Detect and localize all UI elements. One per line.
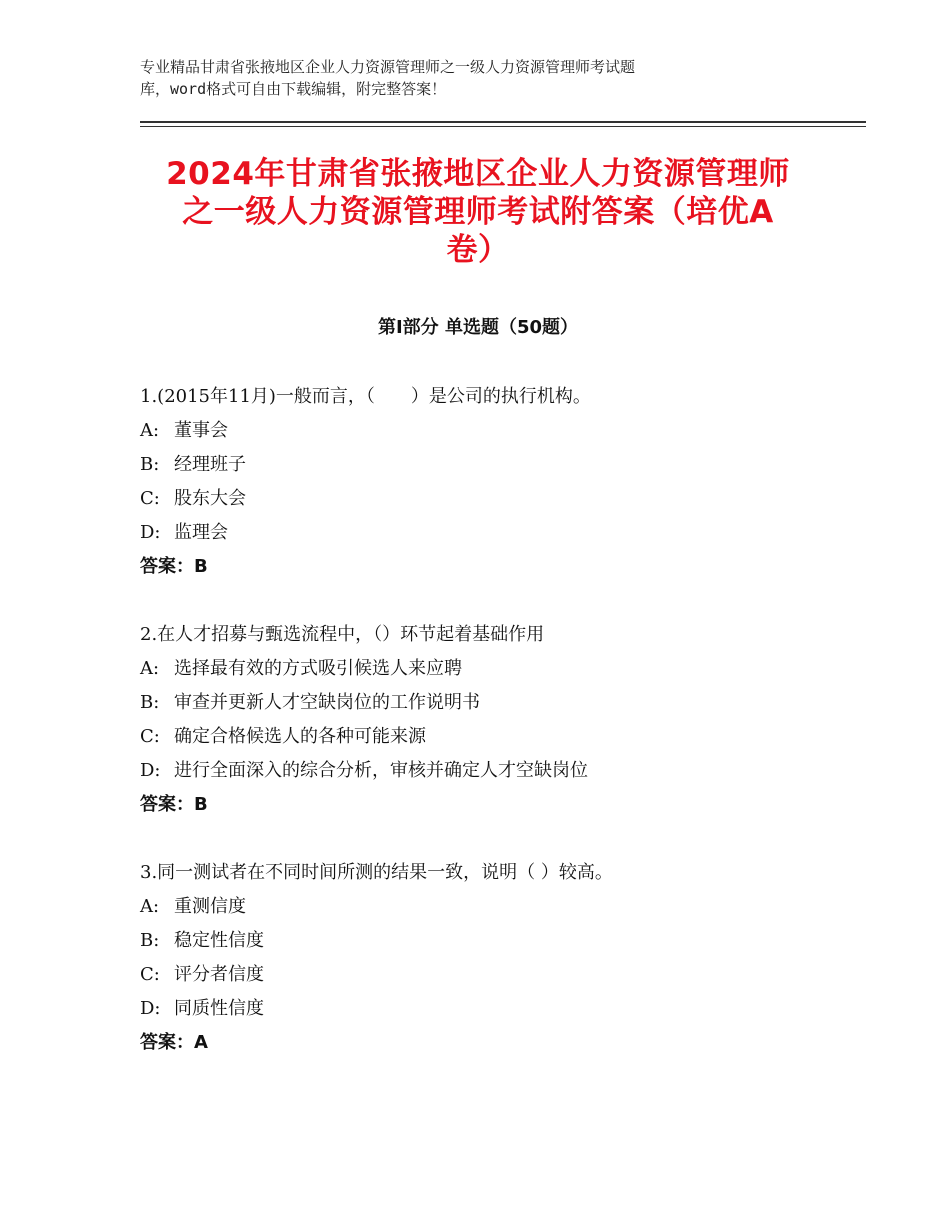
- question-stem: 2.在人才招募与甄选流程中，（）环节起着基础作用: [140, 624, 545, 645]
- header-divider-thin: [140, 126, 866, 127]
- option-text: 同质性信度: [174, 998, 264, 1019]
- option-text: 评分者信度: [174, 964, 264, 985]
- option-text: 董事会: [174, 420, 228, 441]
- option-text: 进行全面深入的综合分析，审核并确定人才空缺岗位: [174, 760, 588, 781]
- option-d: [140, 516, 840, 550]
- question-1: [140, 380, 840, 584]
- option-key: D:: [140, 760, 161, 781]
- document-title-line-2: 之一级人力资源管理师考试附答案（培优A: [182, 194, 774, 230]
- header-note-line-1: 专业精品甘肃省张掖地区企业人力资源管理师之一级人力资源管理师考试题: [140, 58, 636, 76]
- option-b: [140, 686, 840, 720]
- option-text: 股东大会: [174, 488, 246, 509]
- answer-line: 答案：B: [140, 556, 208, 577]
- option-d: [140, 754, 840, 788]
- header-note: [140, 56, 780, 100]
- option-c: [140, 958, 840, 992]
- option-key: C:: [140, 488, 160, 509]
- document-title: [140, 155, 816, 269]
- option-a: [140, 890, 840, 924]
- option-key: A:: [140, 658, 160, 679]
- option-key: A:: [140, 420, 160, 441]
- option-key: B:: [140, 454, 160, 475]
- option-key: C:: [140, 964, 160, 985]
- option-key: A:: [140, 896, 160, 917]
- question-2: [140, 618, 840, 822]
- option-c: [140, 720, 840, 754]
- option-b: [140, 448, 840, 482]
- option-text: 稳定性信度: [174, 930, 264, 951]
- answer-line: 答案：B: [140, 794, 208, 815]
- section-title: 第Ⅰ部分 单选题（50题）: [377, 317, 578, 338]
- question-stem: 1.(2015年11月)一般而言，（ ）是公司的执行机构。: [140, 386, 591, 407]
- document-title-line-3: 卷）: [446, 232, 510, 268]
- option-d: [140, 992, 840, 1026]
- question-stem: 3.同一测试者在不同时间所测的结果一致，说明（ ）较高。: [140, 862, 613, 883]
- option-key: D:: [140, 522, 161, 543]
- option-text: 确定合格候选人的各种可能来源: [174, 726, 426, 747]
- document-title-line-1: 2024年甘肃省张掖地区企业人力资源管理师: [166, 156, 790, 192]
- header-divider-thick: [140, 121, 866, 123]
- option-key: B:: [140, 930, 160, 951]
- option-text: 监理会: [174, 522, 228, 543]
- option-c: [140, 482, 840, 516]
- option-a: [140, 414, 840, 448]
- option-text: 选择最有效的方式吸引候选人来应聘: [174, 658, 462, 679]
- answer-line: 答案：A: [140, 1032, 208, 1053]
- header-note-line-2: 库，word格式可自由下载编辑，附完整答案！: [140, 80, 447, 98]
- option-text: 审查并更新人才空缺岗位的工作说明书: [174, 692, 480, 713]
- option-text: 重测信度: [174, 896, 246, 917]
- question-3: [140, 856, 840, 1060]
- option-key: D:: [140, 998, 161, 1019]
- option-a: [140, 652, 840, 686]
- option-key: B:: [140, 692, 160, 713]
- option-text: 经理班子: [174, 454, 246, 475]
- question-list: [140, 380, 840, 1094]
- option-key: C:: [140, 726, 160, 747]
- option-b: [140, 924, 840, 958]
